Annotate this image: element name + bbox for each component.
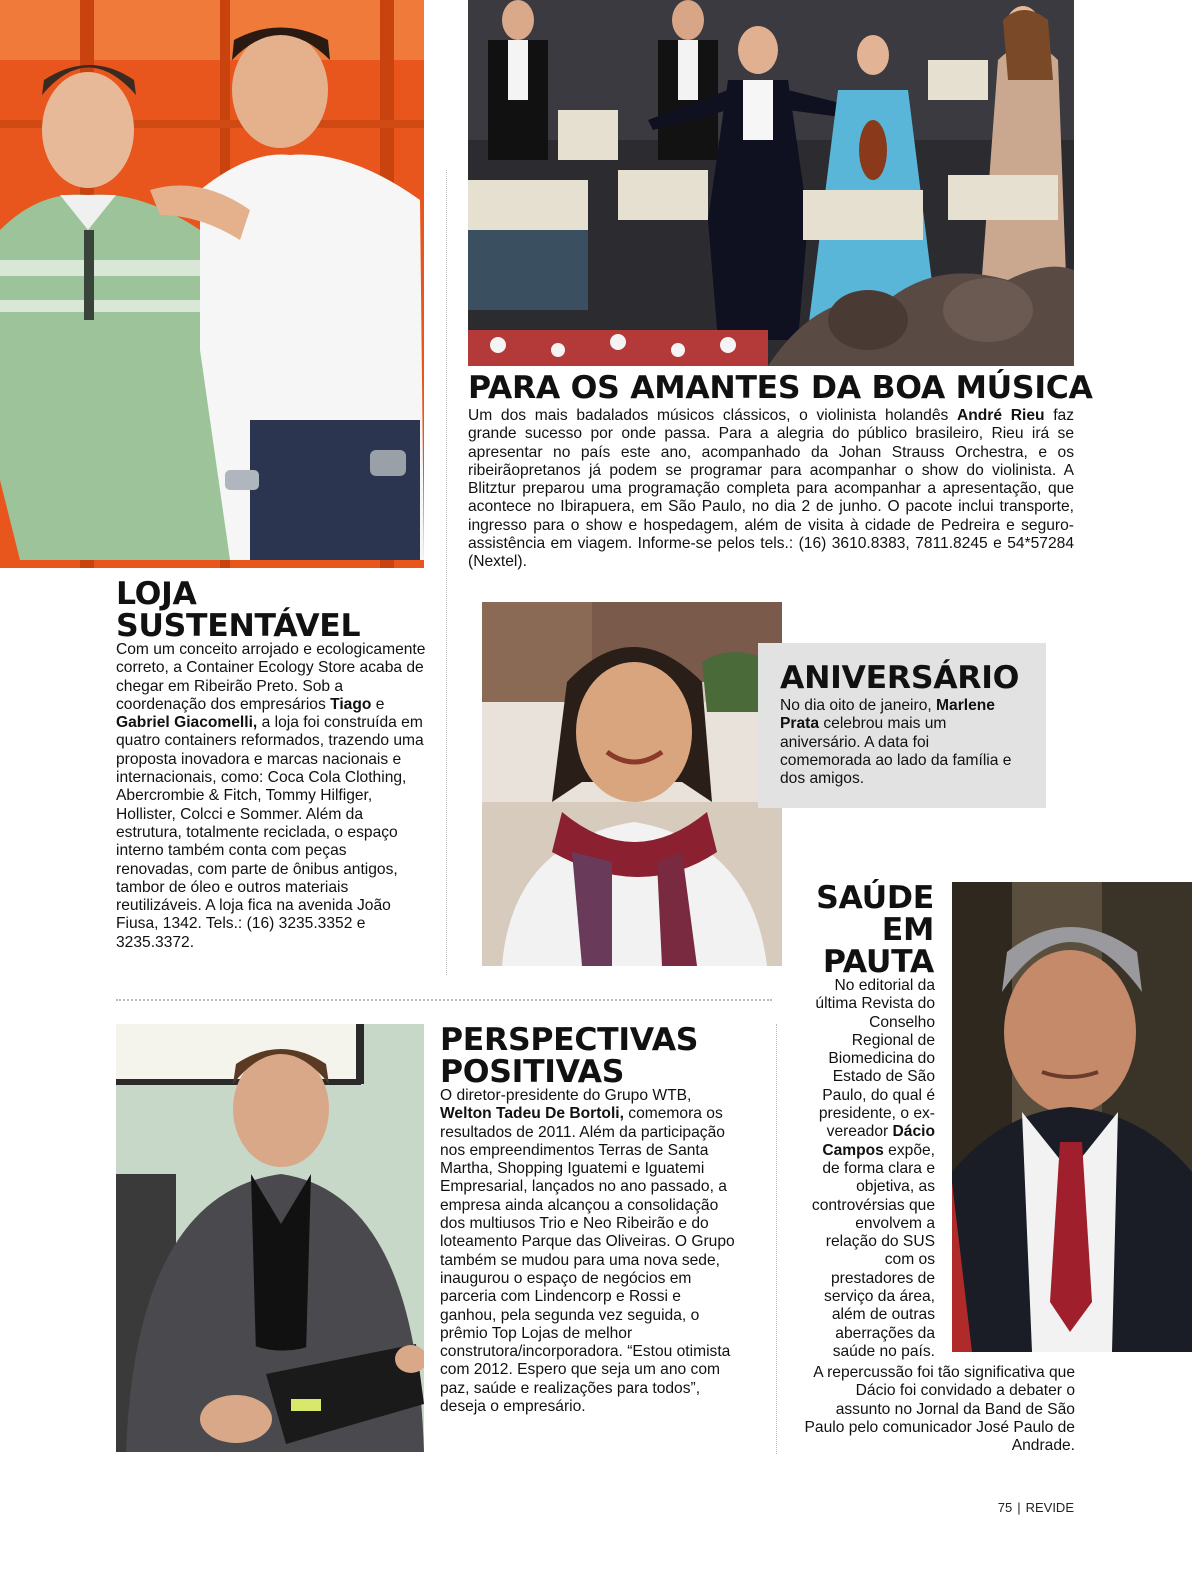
text-perspectivas-intro: O diretor-presidente do Grupo WTB, [440,1087,692,1104]
name-welton: Welton Tadeu De Bortoli, [440,1105,624,1123]
name-gabriel: Gabriel Giacomelli, [116,714,258,732]
text-loja-and: e [371,695,385,713]
photo-tiago-gabriel [0,0,424,568]
text-aniversario-rest: celebrou mais um aniversário. A data foi comemorada ao lado da família e dos amigos. [780,715,1012,788]
text-aniversario-intro: No dia oito de janeiro, [780,697,937,714]
name-andre-rieu: André Rieu [956,407,1045,424]
text-saude-continued: A repercussão foi tão significativa que Dácio foi convidado a debater o assunto no Jornal da Band de São Paulo pelo comunicador José Paulo de Andrade. [804,1364,1075,1455]
text-loja-intro: Com um conceito arrojado e ecologicamente correto, a Container Ecology Store acaba de chegar em Ribeirão Preto. Sob a coordenação dos empresários [116,641,426,713]
photo-dacio-campos [952,882,1192,1352]
footer-separator: | [1017,1500,1021,1515]
headline-musica: PARA OS AMANTES DA BOA MÚSICA [468,370,1093,406]
headline-perspectivas-line1: PERSPECTIVAS [440,1022,699,1058]
text-musica-rest: faz grande sucesso por onde passa. Para a alegria do público brasileiro, Rieu irá se apresentar no país este ano, acompanhado da Johan Strauss Orchestra, e os ribeirãopretanos já podem se programar para acompanhar o show do violinista. A Blitztur preparou uma programação completa para acompanhar a apresentação, que acontece no Ibirapuera, em São Paulo, no dia 2 de junho. O pacote inclui transporte, ingresso para o show e hospedagem, além de visita à cidade de Pedreira e seguro-assistência em viagem. Informe-se pelos tels.: (16) 3610.8383, 7811.8245 e 54*57284 (Nextel). [468,407,1074,571]
photo-marlene-prata [482,602,782,966]
page-number: 75 [997,1500,1013,1515]
divider-vertical-bottom [776,1024,777,1454]
photo-welton-tadeu [116,1024,424,1452]
page-footer [998,1500,1074,1515]
headline-perspectivas [440,1024,698,1088]
text-loja-rest: a loja foi construída em quatro containers reformados, trazendo uma proposta inovadora e marcas nacionais e internacionais, como: Coca Cola Clothing, Abercrombie & Fitch, Tommy Hilfiger, Hollister, Colcci e Sommer. Além da estrutura, totalmente reciclada, o espaço interno também conta com peças renovadas, com parte de ônibus antigos, tambor de óleo e outros materiais reutilizáveis. A loja fica na avenida João Fiusa, 1342. Tels.: (16) 3235.3352 e 3235.3372. [116,714,424,951]
headline-saude-line1: SAÚDE [816,880,934,916]
text-aniversario [780,697,1015,788]
headline-saude [800,882,934,978]
text-saude-intro: No editorial da última Revista do Conselho Regional de Biomedicina do Estado de São Paulo, do qual é presidente, o ex-vereador [815,977,935,1141]
text-saude [804,977,935,1361]
headline-loja-line2: SUSTENTÁVEL [116,608,361,644]
headline-perspectivas-line2: POSITIVAS [440,1054,625,1090]
headline-saude-line2: EM [881,912,934,948]
text-perspectivas [440,1087,740,1416]
headline-loja [116,578,360,642]
headline-loja-line1: LOJA [116,576,197,612]
magazine-name: REVIDE [1025,1500,1074,1515]
divider-vertical-top [446,170,447,975]
text-perspectivas-rest: comemora os resultados de 2011. Além da participação nos empreendimentos Terras de Santa Martha, Shopping Iguatemi e Iguatemi Empresarial, lançados no ano passado, a empresa ainda alcançou a consolidação dos multiusos Trio e Neo Ribeirão e do loteamento Parque das Oliveiras. O Grupo também se mudou para uma nova sede, inaugurou o espaço de negócios em parceria com Lindencorp e Rossi e ganhou, pela segunda vez seguida, o prêmio Top Lojas de melhor construtora/incorporadora. “Estou otimista com 2012. Espero que seja um ano com paz, saúde e realizações para todos”, deseja o empresário. [440,1105,735,1416]
text-saude-rest: expõe, de forma clara e objetiva, as controvérsias que envolvem a relação do SUS com os prestadores de serviço da área, além de outras aberrações da saúde no país. [811,1141,935,1360]
headline-saude-line3: PAUTA [822,944,934,980]
divider-horizontal [116,999,772,1001]
name-dacio-campos: Dácio Campos [822,1123,935,1159]
text-loja [116,641,428,952]
photo-andre-rieu-orchestra [468,0,1074,366]
text-musica-intro: Um dos mais badalados músicos clássicos, o violinista holandês [468,407,957,424]
name-marlene-prata: Marlene Prata [780,697,995,733]
headline-aniversario: ANIVERSÁRIO [780,660,1020,696]
name-tiago: Tiago [330,695,372,713]
text-musica [468,407,1074,572]
